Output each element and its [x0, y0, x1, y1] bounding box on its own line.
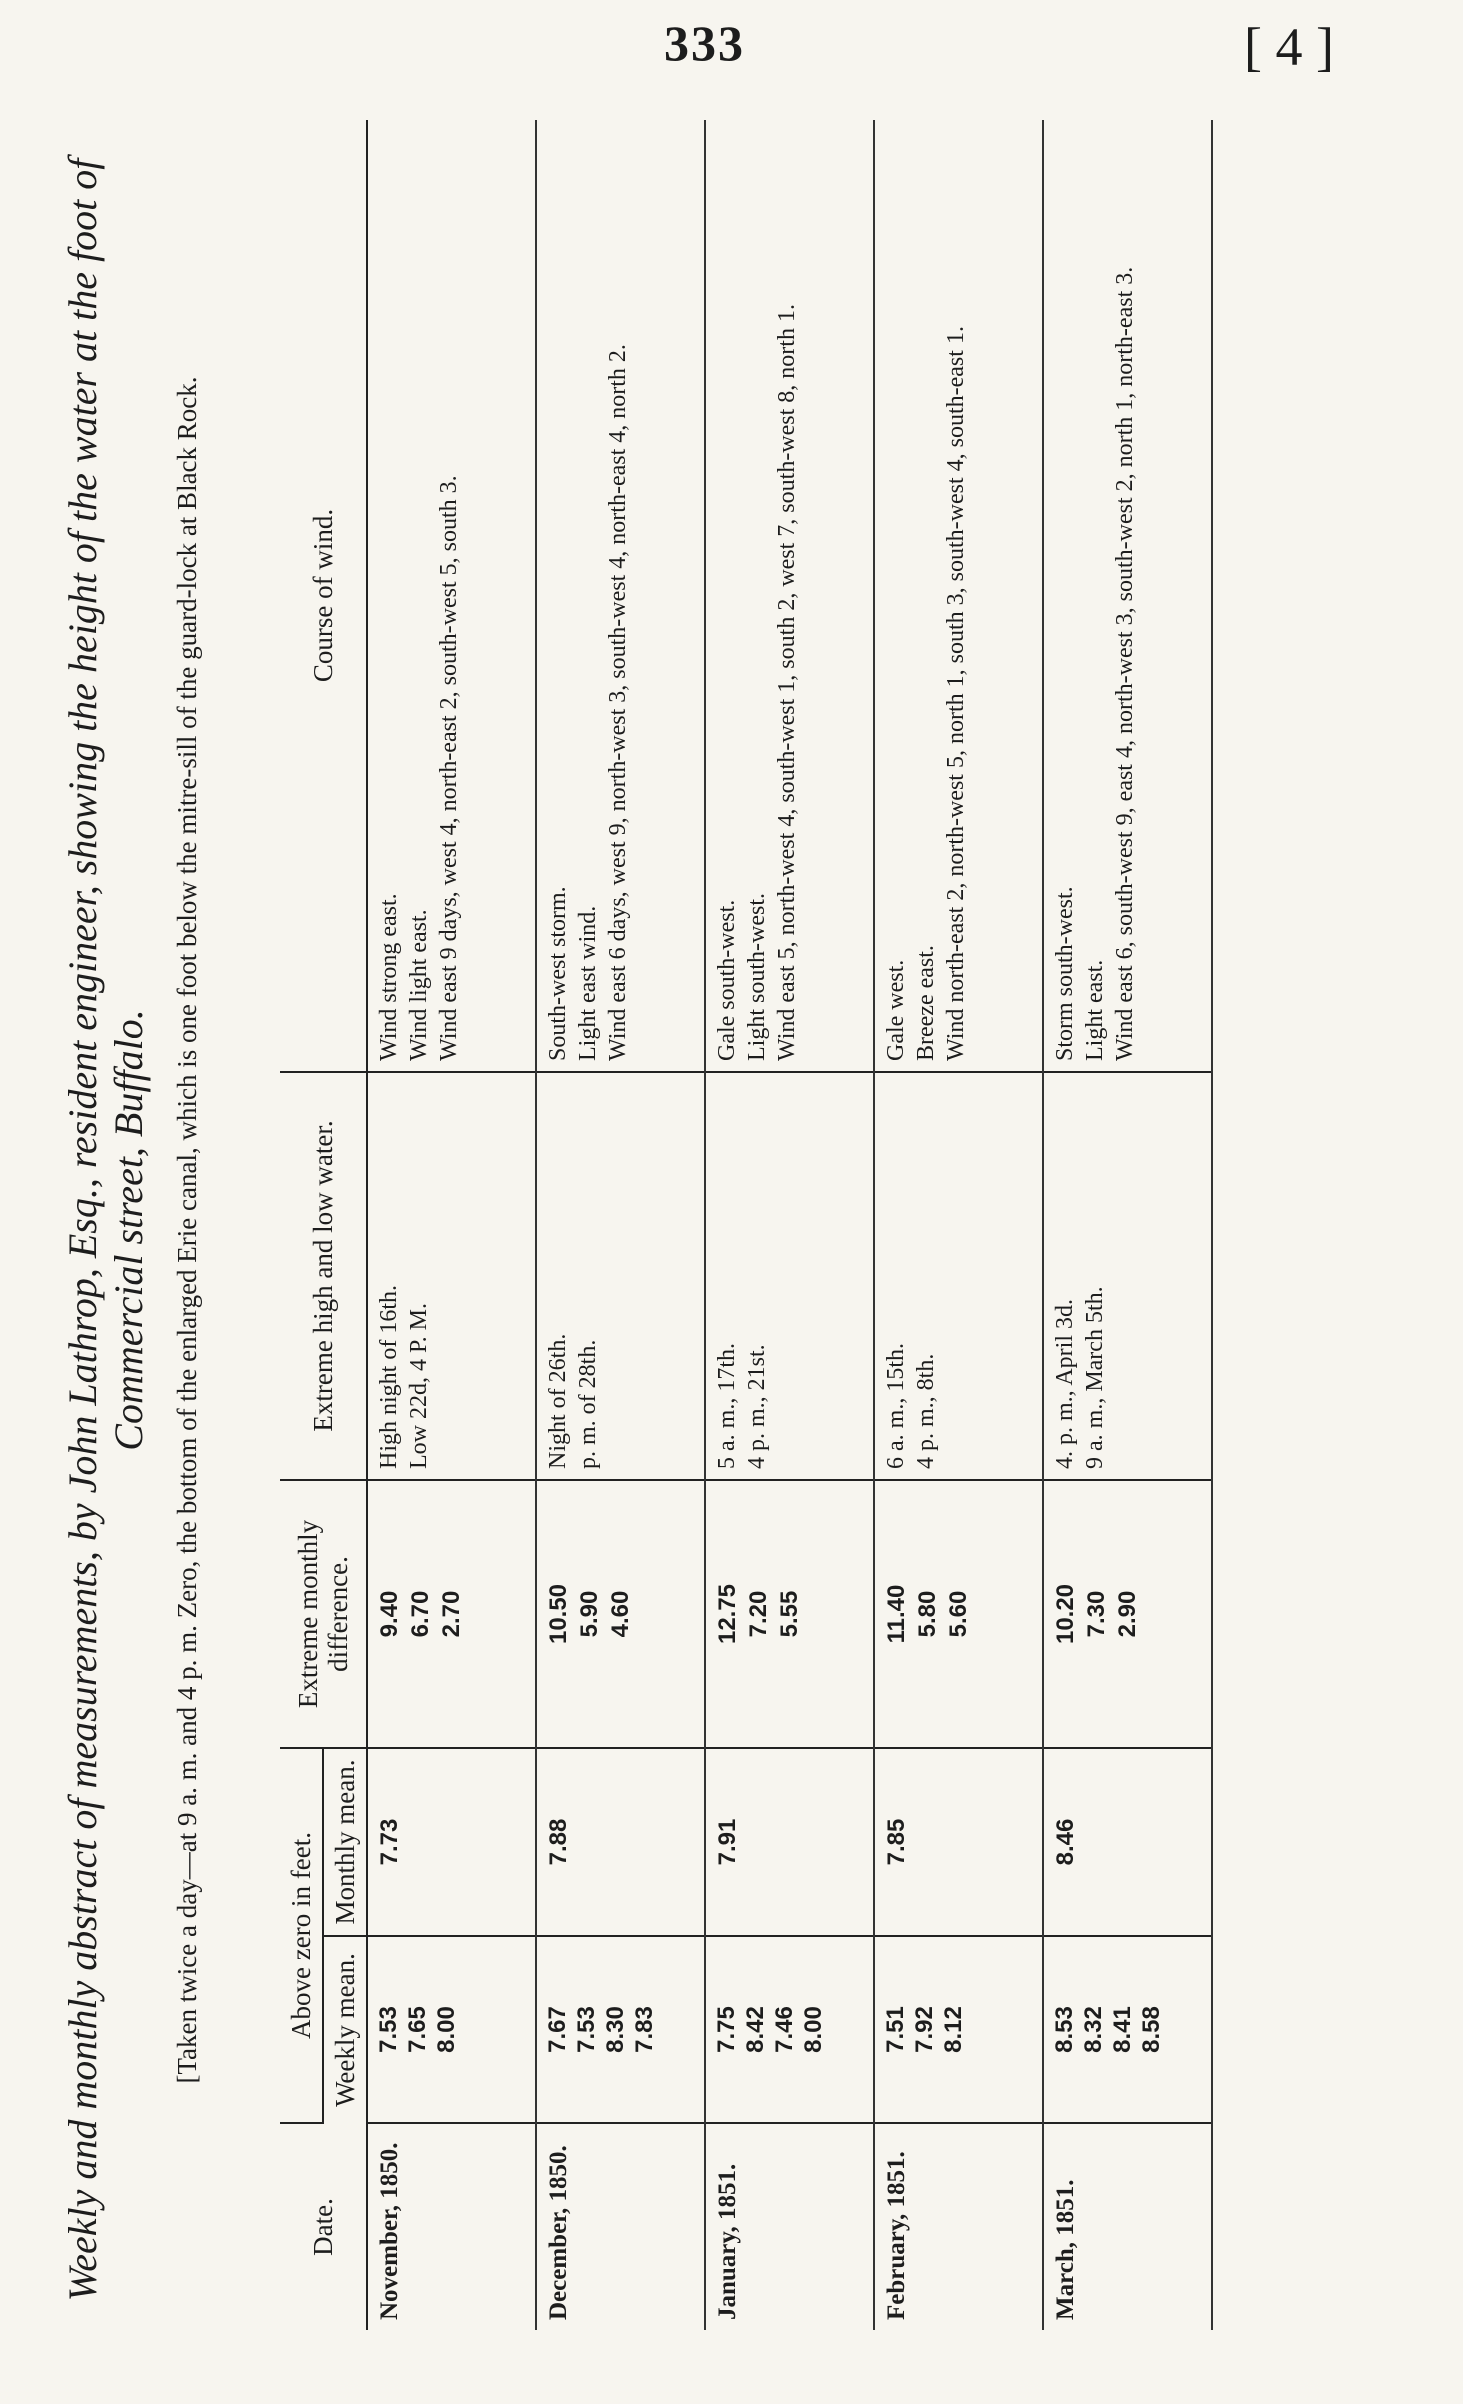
weekly-value: 8.41 [1109, 2006, 1136, 2053]
weekly-value: 7.51 [882, 2006, 909, 2053]
extreme-high: 10.50 [545, 1583, 572, 1645]
wind-line: Light east wind. [575, 905, 601, 1061]
difference: 2.90 [1114, 1590, 1141, 1638]
difference: 2.70 [438, 1590, 465, 1638]
wind-line: Wind east 5, north-west 4, south-west 1, south 2, west 7, south-west 8, north 1. [774, 304, 800, 1061]
row-date: December, 1850. [536, 2123, 705, 2330]
high-water: 4. p. m., April 3d. [1052, 1298, 1078, 1469]
table-row [1043, 120, 1212, 2330]
extreme-low: 5.90 [576, 1590, 603, 1638]
wind-line: Wind east 6, south-west 9, east 4, north-west 3, south-west 2, north 1, north-east 3. [1112, 266, 1138, 1061]
weekly-means [874, 1936, 1043, 2123]
extreme-water [1043, 1072, 1212, 1480]
monthly-mean: 7.88 [536, 1748, 705, 1936]
wind-line: Wind strong east. [376, 893, 402, 1061]
rotated-table-block [40, 100, 1410, 2350]
page-number: 333 [664, 15, 745, 71]
extreme-difference [536, 1480, 705, 1748]
difference: 5.60 [945, 1590, 972, 1638]
header-above-zero: Above zero in feet. [280, 1748, 323, 2123]
high-water: 6 a. m., 15th. [883, 1343, 909, 1469]
monthly-mean: 7.85 [874, 1748, 1043, 1936]
header-monthly-mean: Monthly mean. [323, 1748, 367, 1936]
difference: 5.55 [776, 1590, 803, 1638]
weekly-value: 8.42 [742, 2006, 769, 2053]
wind-line: Wind light east. [406, 909, 432, 1061]
row-date: November, 1850. [367, 2123, 536, 2330]
low-water: 4 p. m., 21st. [744, 1344, 770, 1469]
monthly-mean: 7.73 [367, 1748, 536, 1936]
weekly-means [536, 1936, 705, 2123]
header-weekly-mean: Weekly mean. [323, 1936, 367, 2123]
extreme-low: 7.30 [1083, 1590, 1110, 1638]
row-date: January, 1851. [705, 2123, 874, 2330]
header-extreme-water: Extreme high and low water. [280, 1072, 367, 1480]
weekly-value: 8.58 [1138, 2006, 1165, 2053]
weekly-value: 7.65 [404, 2006, 431, 2053]
wind-course [367, 120, 536, 1072]
wind-line: South-west storm. [545, 886, 571, 1061]
high-water: 5 a. m., 17th. [714, 1343, 740, 1469]
extreme-low: 6.70 [407, 1590, 434, 1638]
extreme-water [536, 1072, 705, 1480]
extreme-difference [1043, 1480, 1212, 1748]
table-note: [Taken twice a day—at 9 a. m. and 4 p. m. Zero, the bottom of the enlarged Erie canal, which is one foot below the mitre-sill of the guard-lock at Black Rock. [172, 376, 202, 2084]
wind-course [536, 120, 705, 1072]
wind-line: Gale south-west. [714, 899, 740, 1061]
weekly-value: 7.46 [771, 2006, 798, 2053]
weekly-value: 8.12 [940, 2006, 967, 2053]
row-date: February, 1851. [874, 2123, 1043, 2330]
weekly-value: 7.53 [573, 2006, 600, 2053]
header-wind: Course of wind. [280, 120, 367, 1072]
row-date: March, 1851. [1043, 2123, 1212, 2330]
low-water: 4 p. m., 8th. [913, 1353, 939, 1469]
wind-line: Gale west. [883, 959, 909, 1061]
extreme-high: 11.40 [883, 1584, 910, 1644]
wind-line: Wind east 9 days, west 4, north-east 2, south-west 5, south 3. [436, 475, 462, 1061]
table-row [874, 120, 1043, 2330]
low-water: Low 22d, 4 P. M. [406, 1302, 432, 1469]
wind-line: Wind north-east 2, north-west 5, north 1, south 3, south-west 4, south-east 1. [943, 326, 969, 1061]
extreme-high: 12.75 [714, 1583, 741, 1645]
wind-line: Light east. [1082, 959, 1108, 1061]
high-water: Night of 26th. [545, 1333, 571, 1469]
low-water: 9 a. m., March 5th. [1082, 1286, 1108, 1469]
extreme-low: 7.20 [745, 1590, 772, 1638]
water-height-table [280, 120, 1213, 2330]
wind-line: Light south-west. [744, 893, 770, 1061]
weekly-value: 8.53 [1051, 2006, 1078, 2053]
weekly-value: 8.00 [800, 2006, 827, 2053]
wind-line: Storm south-west. [1052, 886, 1078, 1061]
extreme-high: 10.20 [1052, 1583, 1079, 1645]
wind-course [1043, 120, 1212, 1072]
wind-line: Wind east 6 days, west 9, north-west 3, south-west 4, north-east 4, north 2. [605, 344, 631, 1061]
extreme-difference [874, 1480, 1043, 1748]
extreme-water [874, 1072, 1043, 1480]
weekly-value: 7.83 [631, 2006, 658, 2053]
extreme-low: 5.80 [914, 1590, 941, 1638]
weekly-means [1043, 1936, 1212, 2123]
page-marker: [ 4 ] [1244, 17, 1334, 77]
weekly-value: 7.53 [375, 2006, 402, 2053]
high-water: High night of 16th. [376, 1285, 402, 1469]
wind-line: Breeze east. [913, 945, 939, 1061]
wind-course [705, 120, 874, 1072]
monthly-mean: 8.46 [1043, 1748, 1212, 1936]
weekly-value: 7.75 [713, 2006, 740, 2053]
table-row [705, 120, 874, 2330]
weekly-value: 8.32 [1080, 2006, 1107, 2053]
difference: 4.60 [607, 1590, 634, 1638]
weekly-value: 7.92 [911, 2006, 938, 2053]
monthly-mean: 7.91 [705, 1748, 874, 1936]
table-title: Weekly and monthly abstract of measurements, by John Lathrop, Esq., resident engineer, showing the height of the water at the foot of Commercial street, Buffalo. [60, 158, 151, 2302]
extreme-water [705, 1072, 874, 1480]
extreme-difference [705, 1480, 874, 1748]
extreme-difference [367, 1480, 536, 1748]
weekly-value: 7.67 [544, 2006, 571, 2053]
weekly-means [367, 1936, 536, 2123]
header-extreme-difference: Extreme monthly difference. [280, 1480, 367, 1748]
table-row [367, 120, 536, 2330]
weekly-value: 8.00 [433, 2006, 460, 2053]
table-row [536, 120, 705, 2330]
header-date: Date. [280, 2123, 367, 2330]
extreme-water [367, 1072, 536, 1480]
weekly-value: 8.30 [602, 2006, 629, 2053]
wind-course [874, 120, 1043, 1072]
weekly-means [705, 1936, 874, 2123]
extreme-high: 9.40 [376, 1590, 403, 1638]
low-water: p. m. of 28th. [575, 1339, 601, 1469]
